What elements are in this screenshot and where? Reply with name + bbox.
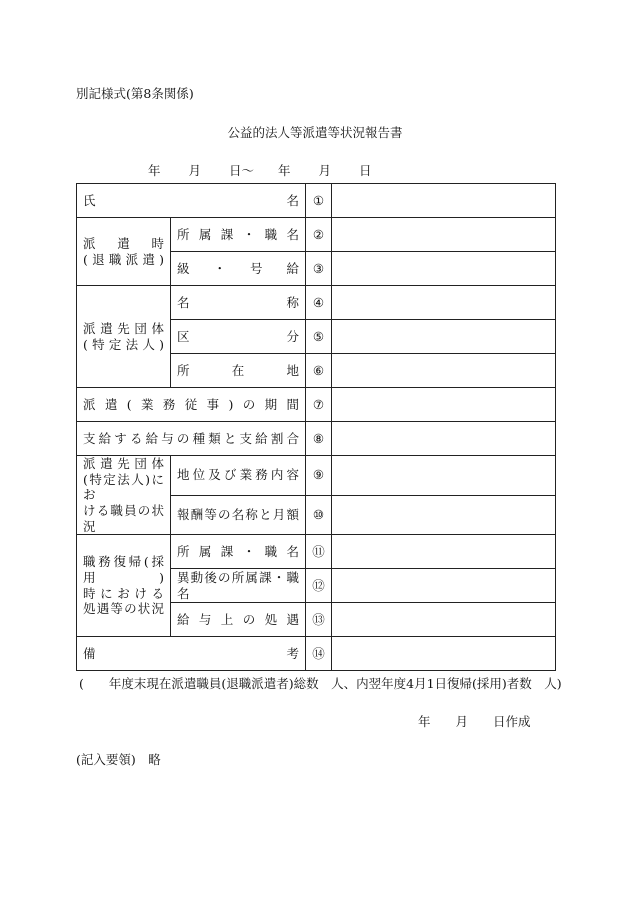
table-row xyxy=(77,388,556,422)
return-dept-value-cell[interactable] xyxy=(332,535,556,569)
row-number: ⑪ xyxy=(306,535,332,569)
year-label-end: 年 xyxy=(278,163,291,178)
grade-label-cell: 級・号給 xyxy=(171,252,306,286)
salary-value-cell[interactable] xyxy=(332,422,556,456)
dispatch-group-cell xyxy=(77,218,171,286)
year-label-start: 年 xyxy=(148,163,161,178)
org-group-cell xyxy=(77,286,171,388)
dept-value-cell[interactable] xyxy=(332,218,556,252)
row-number: ⑤ xyxy=(306,320,332,354)
table-row xyxy=(77,456,556,496)
row-number: ⑬ xyxy=(306,603,332,637)
period-label-cell: 派遣(業務従事)の期間 xyxy=(77,388,306,422)
name-label-cell xyxy=(77,184,306,218)
table-row xyxy=(77,184,556,218)
instructions-note: (記入要領) 略 xyxy=(76,752,161,767)
month-label-end: 月 xyxy=(318,163,332,178)
remarks-label-left: 備 xyxy=(83,645,96,661)
name-label-left: 氏 xyxy=(83,192,96,208)
form-reference-label: 別記様式(第8条関係) xyxy=(76,86,194,101)
compensation-value-cell[interactable] xyxy=(332,495,556,535)
org-category-label-cell xyxy=(171,320,306,354)
org-location-label-cell: 所在地 xyxy=(171,354,306,388)
day-label-start: 日〜 xyxy=(229,163,255,178)
return-group-line2: 時における xyxy=(83,585,164,601)
row-number: ⑩ xyxy=(306,495,332,535)
name-label-right: 名 xyxy=(286,192,299,208)
org-group-line2: (特定法人) xyxy=(83,336,164,352)
org-name-value-cell[interactable] xyxy=(332,286,556,320)
table-row xyxy=(77,286,556,320)
status-group-line2: (特定法人)にお xyxy=(83,471,164,503)
return-group-cell xyxy=(77,535,171,637)
remarks-label-right: 考 xyxy=(286,645,299,661)
row-number: ④ xyxy=(306,286,332,320)
row-number: ⑭ xyxy=(306,637,332,671)
document-title: 公益的法人等派遣等状況報告書 xyxy=(227,125,403,140)
period-value-cell[interactable] xyxy=(332,388,556,422)
row-number: ① xyxy=(306,184,332,218)
status-group-line1: 派遣先団体 xyxy=(83,456,164,471)
dispatch-group-line2: (退職派遣) xyxy=(83,251,164,267)
month-label-start: 月 xyxy=(188,163,202,178)
org-category-left: 区 xyxy=(177,328,190,344)
transfer-dept-label-cell: 異動後の所属課・職名 xyxy=(171,569,306,603)
remarks-value-cell[interactable] xyxy=(332,637,556,671)
dispatch-group-line1: 派 遣 時 xyxy=(83,235,164,251)
row-number: ⑫ xyxy=(306,569,332,603)
org-name-label-cell xyxy=(171,286,306,320)
dept-label-cell: 所属課・職名 xyxy=(171,218,306,252)
org-location-value-cell[interactable] xyxy=(332,354,556,388)
row-number: ⑧ xyxy=(306,422,332,456)
table-row xyxy=(77,637,556,671)
remarks-label-cell xyxy=(77,637,306,671)
row-number: ③ xyxy=(306,252,332,286)
day-label-end: 日 xyxy=(359,163,372,178)
position-label-cell: 地位及び業務内容 xyxy=(171,456,306,496)
reporting-period xyxy=(148,161,372,179)
status-group-line3: ける職員の状況 xyxy=(83,502,164,534)
report-form-table xyxy=(76,183,556,671)
table-row xyxy=(77,422,556,456)
org-group-line1: 派遣先団体 xyxy=(83,320,164,336)
return-dept-label-cell: 所属課・職名 xyxy=(171,535,306,569)
transfer-dept-value-cell[interactable] xyxy=(332,569,556,603)
org-name-right: 称 xyxy=(286,294,299,310)
position-value-cell[interactable] xyxy=(332,456,556,496)
table-row xyxy=(77,535,556,569)
row-number: ⑨ xyxy=(306,456,332,496)
status-group-cell xyxy=(77,456,171,535)
pay-treatment-value-cell[interactable] xyxy=(332,603,556,637)
org-category-right: 分 xyxy=(286,328,299,344)
row-number: ⑦ xyxy=(306,388,332,422)
row-number: ⑥ xyxy=(306,354,332,388)
created-date: 年 月 日作成 xyxy=(418,714,531,729)
return-group-line3: 処遇等の状況 xyxy=(83,601,164,617)
grade-value-cell[interactable] xyxy=(332,252,556,286)
totals-footnote: ( 年度末現在派遣職員(退職派遣者)総数 人、内翌年度4月1日復帰(採用)者数 人) xyxy=(79,676,562,691)
salary-label-cell: 支給する給与の種類と支給割合 xyxy=(77,422,306,456)
pay-treatment-label-cell: 給与上の処遇 xyxy=(171,603,306,637)
org-name-left: 名 xyxy=(177,294,190,310)
return-group-line1: 職務復帰(採用) xyxy=(83,554,164,585)
name-value-cell[interactable] xyxy=(332,184,556,218)
row-number: ② xyxy=(306,218,332,252)
compensation-label-cell: 報酬等の名称と月額 xyxy=(171,495,306,535)
org-category-value-cell[interactable] xyxy=(332,320,556,354)
table-row xyxy=(77,218,556,252)
